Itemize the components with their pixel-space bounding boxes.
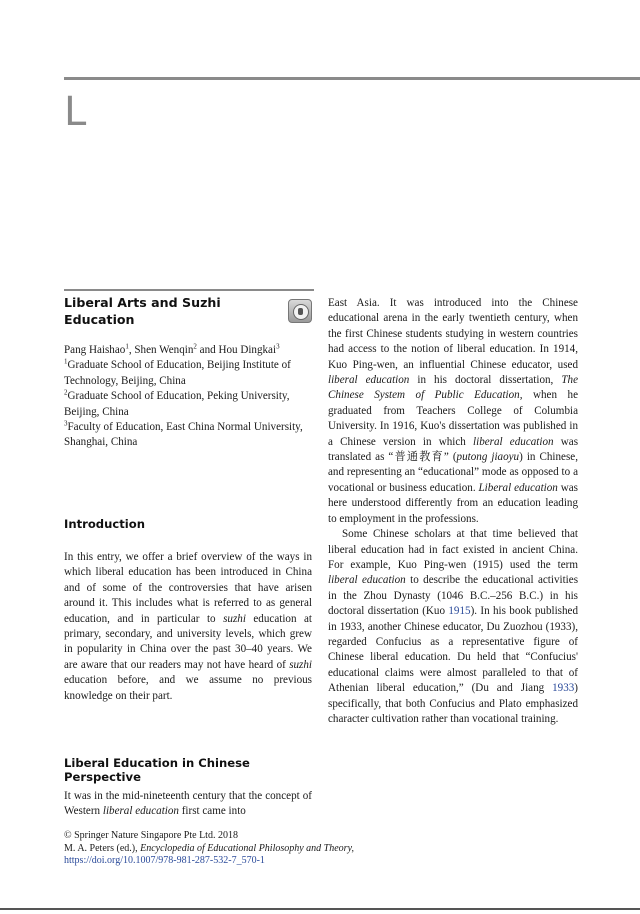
doi-link[interactable]: https://doi.org/10.1007/978-981-287-532-7_570-1 [64, 855, 265, 867]
top-rule [64, 77, 640, 80]
r1-f: was here understood differently from an education leading to employment in the professions. [328, 481, 578, 525]
right-paragraph-2 [328, 527, 578, 727]
r1-em4: putong jiaoyu [456, 451, 520, 464]
citation-em: Encyclopedia of Educational Philosophy and Theory, [140, 842, 354, 854]
r2-b: to describe the educational activities in the Zhou Dynasty (1046 B.C.–256 B.C.) in his doctoral dissertation (Kuo [328, 574, 579, 618]
author-2: , Shen Wenqin [128, 344, 194, 356]
perspective-em-1: liberal education [102, 805, 179, 818]
perspective-paragraph [64, 789, 312, 820]
copyright: © Springer Nature Singapore Pte Ltd. 2018 [64, 830, 238, 841]
intro-text-a: In this entry, we offer a brief overview of the ways in which liberal education has been introduced in China and of some of the controversies that have arisen around it. This includes what is referred to as general education, and in particular to [64, 551, 312, 625]
footer [64, 830, 464, 868]
intro-text-c: education before, and we assume no previous knowledge on their part. [64, 674, 312, 702]
intro-heading: Introduction [64, 517, 145, 531]
r1-c: when he graduated from Teachers College of Columbia University. In 1916, Kuo's dissertation was published in a Chinese version in which [328, 389, 578, 448]
bottom-rule [0, 908, 640, 910]
aff2-sup: 2 [64, 388, 68, 397]
aff1-sup: 1 [64, 357, 68, 366]
crossmark-dot [298, 308, 303, 315]
intro-em-2: suzhi [289, 658, 312, 671]
citation [64, 843, 464, 856]
reference-link-du-jiang-1933[interactable]: 1933 [552, 682, 575, 695]
section-letter: L [64, 89, 87, 135]
entry-rule [64, 289, 314, 291]
author-3: and Hou Dingkai [196, 344, 277, 356]
r2-a: Some Chinese scholars at that time believed that liberal education had in fact existed in ancient China. For example, Kuo Ping-wen (1915) used the term [328, 528, 578, 571]
r2-c: ). In his book published in 1933, another Chinese educator, Du Zuozhou (1933), regarded Confucius as a representative figure of Chinese liberal education. Du held that “Confucius' educational claims were almost paralleled to that of Athenian liberal education,” (Du and Jiang [328, 605, 578, 695]
authors-block [64, 343, 314, 451]
perspective-heading: Liberal Education in Chinese Perspective [64, 756, 250, 784]
affiliation-3 [64, 420, 314, 451]
right-column [328, 296, 578, 727]
crossmark-inner [293, 304, 309, 320]
aff1-text: Graduate School of Education, Beijing Institute of Technology, Beijing, China [64, 359, 291, 387]
r1-e: ) in Chinese, and representing an “educational” mode as opposed to a vocational or business education. [328, 451, 578, 494]
r1-em5: Liberal education [478, 481, 558, 494]
author-1-sup: 1 [125, 342, 129, 351]
r2-d: ) specifically, that both Confucius and Plato emphasized character cultivation rather than vocational training. [328, 682, 578, 725]
r1-d: was translated as “普通教育” ( [328, 435, 579, 464]
r1-em3: liberal education [473, 435, 554, 448]
r1-b: in his doctoral dissertation, [409, 374, 562, 387]
right-paragraph-1 [328, 296, 578, 527]
r2-em1: liberal education [328, 574, 406, 587]
affiliation-2 [64, 389, 314, 420]
entry-title: Liberal Arts and Suzhi Education [64, 295, 221, 327]
authors-line [64, 343, 314, 358]
author-3-sup: 3 [276, 342, 280, 351]
intro-paragraph [64, 550, 312, 704]
author-1: Pang Haishao [64, 344, 126, 356]
crossmark-icon[interactable] [288, 299, 312, 323]
aff3-text: Faculty of Education, East China Normal University, Shanghai, China [64, 421, 303, 449]
r1-em1: liberal education [328, 374, 410, 387]
reference-link-kuo-1915[interactable]: 1915 [448, 605, 471, 618]
intro-text-b: education at primary, secondary, and university levels, which grew in popularity in China over the past 30–40 years. We are aware that our readers may not have heard of [64, 612, 312, 671]
citation-text: M. A. Peters (ed.), [64, 842, 141, 854]
perspective-text-a: It was in the mid-nineteenth century that the concept of Western [64, 790, 312, 818]
aff2-text: Graduate School of Education, Peking University, Beijing, China [64, 390, 290, 418]
aff3-sup: 3 [64, 419, 68, 428]
perspective-text-b: first came into [178, 805, 246, 818]
affiliation-1 [64, 358, 314, 389]
r1-em2: The Chinese System of Public Education, [328, 374, 578, 402]
author-2-sup: 2 [193, 342, 197, 351]
r1-a: East Asia. It was introduced into the Chinese educational arena in the early twentieth century, when the first Chinese students studying in western countries had access to the notion of liberal education. In 1914, Kuo Ping-wen, an influential Chinese educator, used [328, 297, 578, 371]
intro-em-1: suzhi [223, 612, 246, 625]
